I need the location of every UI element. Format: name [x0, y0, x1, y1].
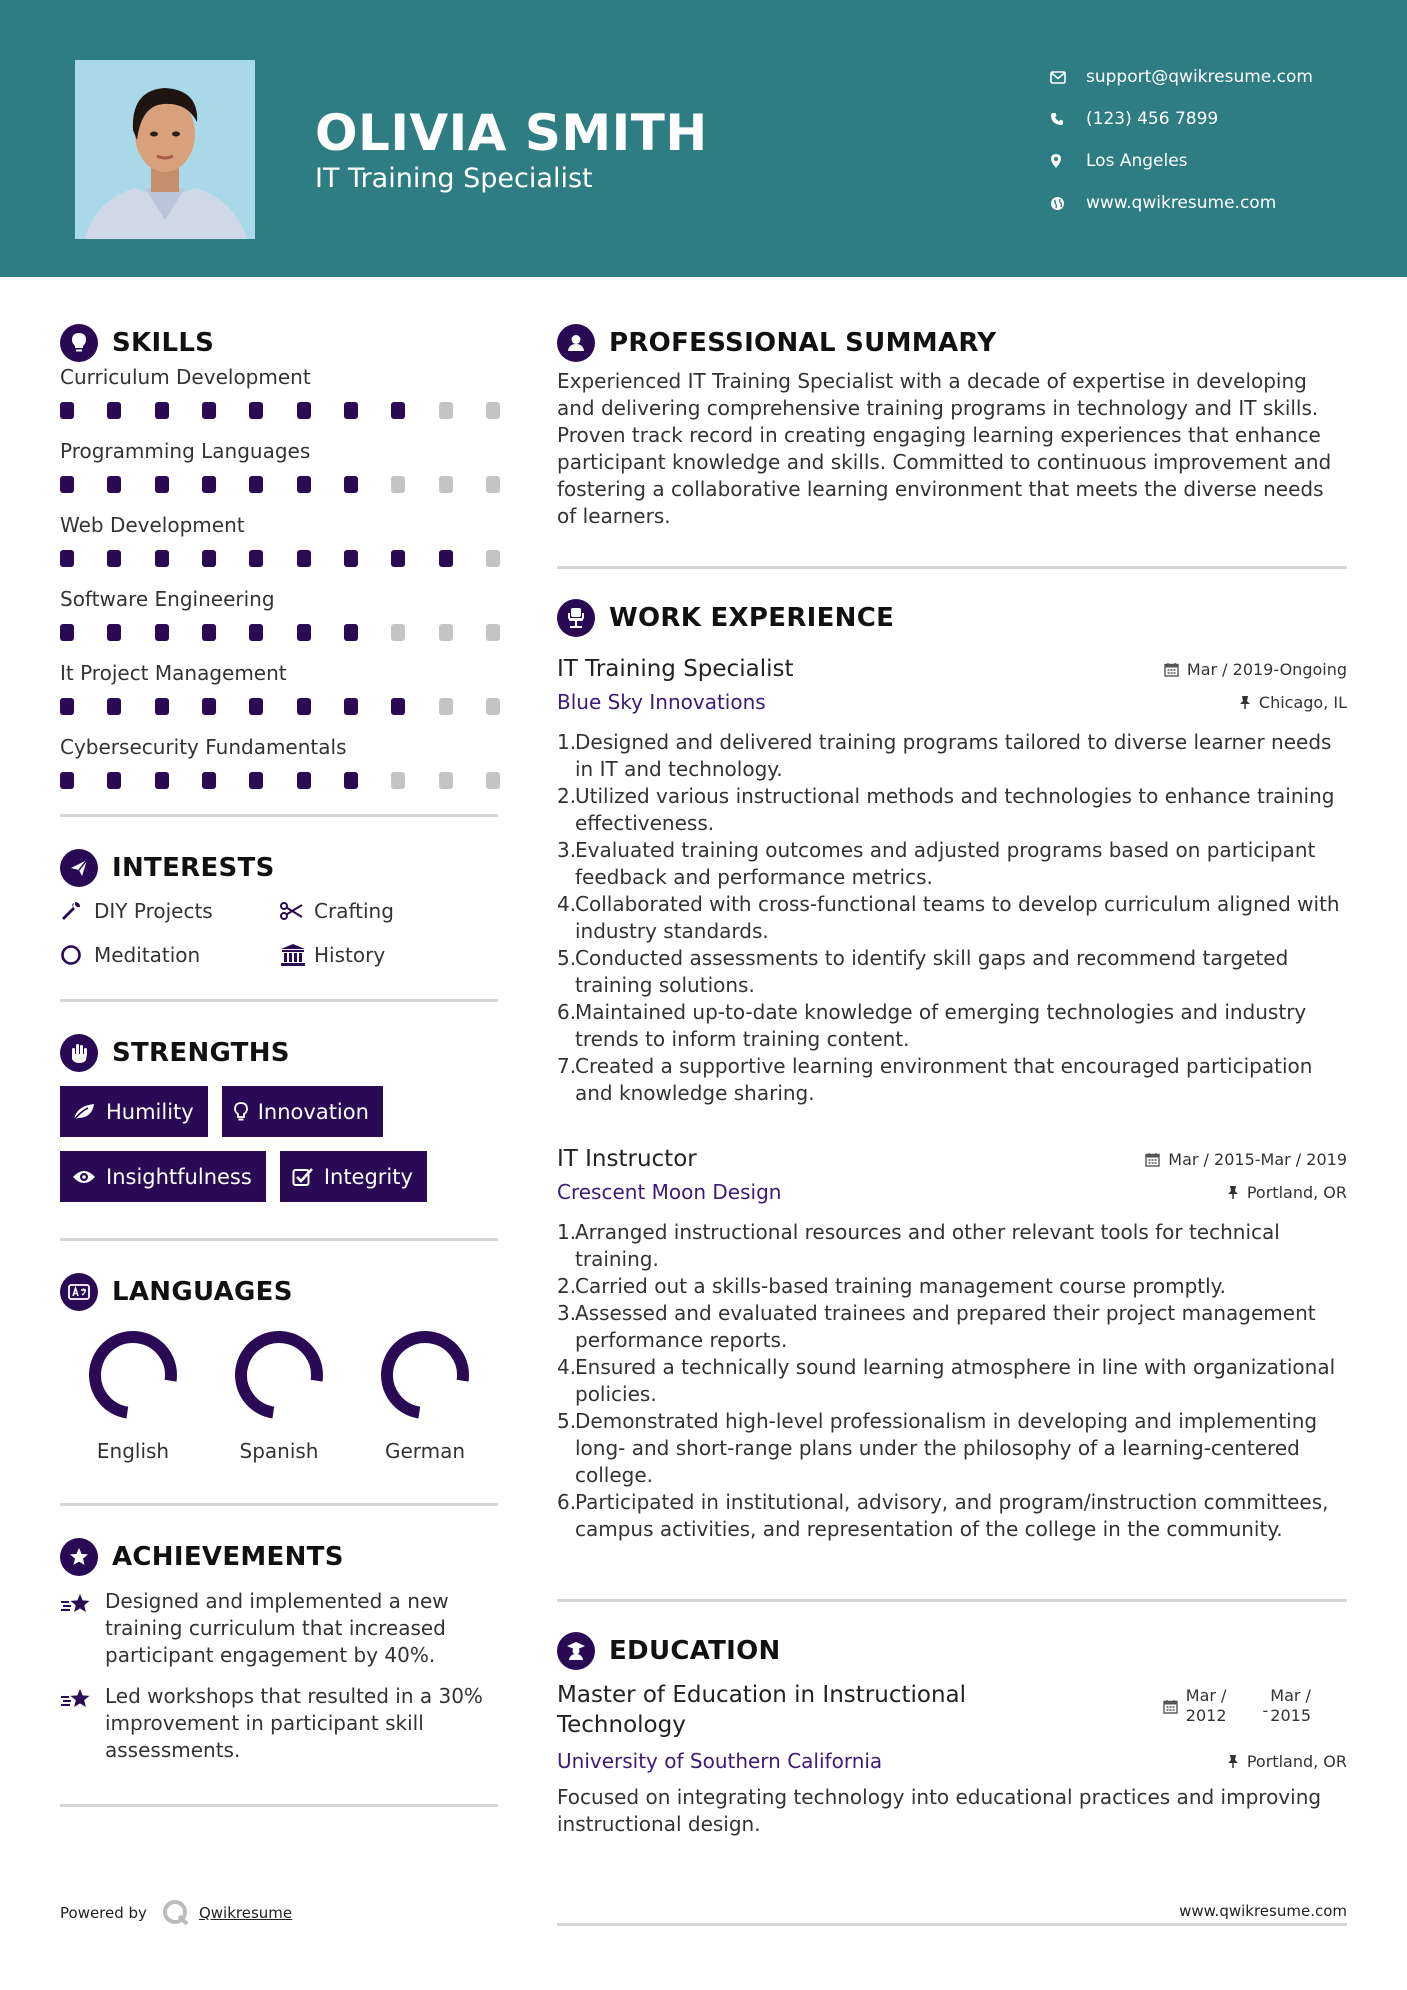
- skill-dot-filled: [60, 550, 74, 567]
- calendar-icon: [1163, 1699, 1178, 1714]
- strength-tag: [60, 1086, 208, 1137]
- candidate-name: OLIVIA SMITH: [315, 104, 708, 162]
- skill-level-dots: [60, 688, 500, 724]
- skill-dot-filled: [297, 698, 311, 715]
- pushpin-icon: [1227, 1754, 1239, 1769]
- education-location: [1227, 1752, 1347, 1771]
- languages-list: [60, 1329, 498, 1463]
- strengths-heading: [60, 1030, 498, 1076]
- lightbulb-icon: [60, 324, 98, 362]
- lightbulb-icon: [234, 1102, 248, 1122]
- job-location-text: Portland, OR: [1246, 1182, 1347, 1202]
- interest-label: DIY Projects: [94, 899, 213, 923]
- job-bullet: 1. Designed and delivered training programs tailored to diverse learner needs in IT and technology.: [557, 730, 1332, 781]
- skill-name: It Project Management: [60, 661, 287, 685]
- skill-dot-filled: [297, 624, 311, 641]
- leaf-icon: [72, 1102, 96, 1122]
- job-location-text: Chicago, IL: [1258, 692, 1347, 712]
- skill-dot-empty: [486, 402, 500, 419]
- skill-dot-filled: [297, 476, 311, 493]
- language-name: English: [96, 1439, 170, 1463]
- skill-dot-filled: [249, 698, 263, 715]
- skill-dot-empty: [391, 772, 405, 789]
- skill-dot-filled: [60, 624, 74, 641]
- job-bullets: [557, 1219, 1347, 1543]
- interest-label: History: [314, 943, 386, 967]
- education-start: Mar / 2012: [1185, 1686, 1227, 1725]
- email-text[interactable]: support@qwikresume.com: [1086, 67, 1313, 87]
- skill-dot-empty: [439, 772, 453, 789]
- section-divider: [60, 1503, 498, 1506]
- education-entry: [557, 1680, 1347, 1838]
- skill-dot-filled: [249, 624, 263, 641]
- skill-dot-filled: [202, 550, 216, 567]
- skill-dot-filled: [344, 550, 358, 567]
- skill-dot-filled: [155, 624, 169, 641]
- skill-dot-filled: [107, 624, 121, 641]
- skill-dot-filled: [107, 476, 121, 493]
- skill-item: [60, 584, 498, 650]
- interest-item: [60, 897, 280, 925]
- section-divider: [60, 999, 498, 1002]
- education-dates: [1163, 1686, 1311, 1726]
- job-role: IT Instructor: [557, 1146, 697, 1172]
- language-ring: [87, 1329, 179, 1421]
- achievement-text: Designed and implemented a new training curriculum that increased participant engagement by 40%.: [105, 1589, 449, 1667]
- footer-divider: [557, 1923, 1347, 1926]
- section-divider: [60, 814, 498, 817]
- website-text[interactable]: www.qwikresume.com: [1086, 193, 1277, 213]
- phone-icon: [1050, 112, 1086, 126]
- strength-label: Integrity: [323, 1164, 413, 1189]
- skill-dot-filled: [155, 550, 169, 567]
- experience-title: WORK EXPERIENCE: [609, 603, 895, 633]
- education-heading: [557, 1628, 1347, 1674]
- skills-heading: [60, 320, 498, 366]
- skill-dot-filled: [155, 772, 169, 789]
- interests-list: [60, 897, 498, 969]
- pushpin-icon: [1227, 1185, 1239, 1200]
- language-name: German: [384, 1439, 466, 1463]
- scissors-icon: [280, 901, 314, 921]
- job-bullet: 2. Utilized various instructional methods and technologies to enhance training effectiveness.: [557, 784, 1335, 835]
- summary-title: PROFESSIONAL SUMMARY: [609, 328, 997, 358]
- job-bullet: 3. Assessed and evaluated trainees and prepared their project management performance reports.: [557, 1301, 1316, 1352]
- skill-dot-filled: [202, 772, 216, 789]
- skill-dot-filled: [249, 772, 263, 789]
- skill-name: Software Engineering: [60, 587, 275, 611]
- strength-label: Humility: [106, 1099, 194, 1124]
- skill-dot-empty: [439, 476, 453, 493]
- circle-icon: [60, 944, 94, 966]
- language-icon: [60, 1273, 98, 1311]
- skill-dot-filled: [249, 550, 263, 567]
- skill-dot-filled: [155, 476, 169, 493]
- candidate-title: IT Training Specialist: [315, 163, 593, 194]
- map-pin-icon: [1050, 153, 1086, 169]
- skill-name: Curriculum Development: [60, 365, 311, 389]
- job-bullet: 2. Carried out a skills-based training management course promptly.: [557, 1274, 1227, 1298]
- contact-email[interactable]: [1050, 56, 1390, 98]
- language-item: [60, 1329, 206, 1463]
- job-location: [1227, 1183, 1347, 1202]
- job-dates: [1145, 1150, 1347, 1169]
- skill-dot-filled: [107, 772, 121, 789]
- star-badge-icon: [60, 1538, 98, 1576]
- language-progress-arc: [241, 1337, 317, 1413]
- strength-label: Insightfulness: [106, 1164, 252, 1189]
- skill-dot-empty: [439, 624, 453, 641]
- qwikresume-link[interactable]: Qwikresume: [198, 1904, 293, 1922]
- section-divider: [557, 566, 1347, 569]
- interest-item: [280, 897, 500, 925]
- left-column: [60, 320, 498, 1807]
- wrench-icon: [60, 900, 94, 922]
- summary-text: Experienced IT Training Specialist with a decade of expertise in developing and delivering comprehensive training programs in technology and IT skills. Proven track record in creating engaging learning experiences that enhance participant knowledge and skills. Committed to continuous improvement and fostering a collaborative learning environment that meets the diverse needs of learners.: [557, 369, 1332, 528]
- skill-dot-empty: [391, 624, 405, 641]
- achievements-title: ACHIEVEMENTS: [112, 1542, 344, 1572]
- footer-website[interactable]: www.qwikresume.com: [1179, 1902, 1347, 1920]
- skill-dot-filled: [297, 402, 311, 419]
- skill-dot-empty: [486, 772, 500, 789]
- skill-dot-filled: [344, 698, 358, 715]
- skill-dot-filled: [344, 624, 358, 641]
- calendar-icon: [1164, 662, 1179, 677]
- skill-dot-filled: [107, 698, 121, 715]
- office-chair-icon: [557, 599, 595, 637]
- skill-dot-filled: [297, 550, 311, 567]
- skill-dot-filled: [249, 402, 263, 419]
- language-progress-arc: [387, 1337, 463, 1413]
- interests-title: INTERESTS: [112, 853, 275, 883]
- skill-item: [60, 362, 498, 428]
- language-item: [352, 1329, 498, 1463]
- skill-dot-filled: [155, 698, 169, 715]
- skill-dot-filled: [344, 476, 358, 493]
- strength-tag: [280, 1151, 427, 1202]
- skill-dot-filled: [391, 402, 405, 419]
- job-dates: [1164, 660, 1347, 679]
- achievements-heading: [60, 1534, 498, 1580]
- skill-dot-filled: [202, 624, 216, 641]
- contact-phone: [1050, 98, 1390, 140]
- job-bullet: 6. Maintained up-to-date knowledge of emerging technologies and industry trends to inform training content.: [557, 1000, 1307, 1051]
- skill-dot-filled: [249, 476, 263, 493]
- skill-dot-filled: [344, 772, 358, 789]
- summary-heading: [557, 320, 1347, 366]
- qwikresume-logo-icon: [161, 1898, 191, 1928]
- graduate-icon: [557, 1632, 595, 1670]
- skill-dot-empty: [439, 402, 453, 419]
- experience-heading: [557, 595, 1347, 641]
- job-entry: [557, 1141, 1347, 1543]
- language-ring: [379, 1329, 471, 1421]
- interest-label: Meditation: [94, 943, 201, 967]
- skill-level-dots: [60, 540, 500, 576]
- location-text: Los Angeles: [1086, 151, 1188, 171]
- job-location: [1239, 693, 1347, 712]
- job-dates-text: Mar / 2019-Ongoing: [1186, 659, 1347, 679]
- job-bullet: 5. Demonstrated high-level professionalism in developing and implementing long- and short-range plans under the philosophy of a learning-centered college.: [557, 1409, 1318, 1487]
- pushpin-icon: [1239, 695, 1251, 710]
- language-item: [206, 1329, 352, 1463]
- globe-icon: [1050, 196, 1086, 211]
- skill-name: Programming Languages: [60, 439, 311, 463]
- strengths-title: STRENGTHS: [112, 1038, 290, 1068]
- education-description: Focused on integrating technology into educational practices and improving instructional design.: [557, 1785, 1322, 1836]
- education-degree: Master of Education in Instructional Technology: [557, 1682, 967, 1738]
- achievements-list: [60, 1588, 498, 1764]
- job-bullet: 4. Collaborated with cross-functional teams to develop curriculum aligned with industry standards.: [557, 892, 1340, 943]
- skill-dot-filled: [202, 476, 216, 493]
- skill-item: [60, 658, 498, 724]
- resume-header: [0, 0, 1407, 277]
- skills-title: SKILLS: [112, 328, 215, 358]
- achievement-text: Led workshops that resulted in a 30% improvement in participant skill assessments.: [105, 1684, 483, 1762]
- powered-by-text: Powered by: [60, 1904, 147, 1922]
- user-icon: [557, 324, 595, 362]
- skill-item: [60, 732, 498, 798]
- job-dates-text: Mar / 2015-Mar / 2019: [1168, 1149, 1347, 1169]
- phone-text: (123) 456 7899: [1086, 109, 1219, 129]
- paper-plane-icon: [60, 849, 98, 887]
- skill-level-dots: [60, 466, 500, 502]
- skill-name: Web Development: [60, 513, 245, 537]
- skill-dot-filled: [107, 550, 121, 567]
- skill-dot-empty: [486, 476, 500, 493]
- skill-dot-filled: [202, 402, 216, 419]
- strengths-list: [60, 1086, 498, 1202]
- education-end: Mar / 2015: [1270, 1686, 1311, 1725]
- profile-photo: [75, 60, 255, 239]
- strength-label: Innovation: [257, 1099, 369, 1124]
- check-square-icon: [292, 1167, 314, 1187]
- language-progress-arc: [95, 1337, 171, 1413]
- education-dash: -: [1262, 1701, 1269, 1720]
- skill-dot-empty: [486, 550, 500, 567]
- skill-dot-filled: [107, 402, 121, 419]
- skill-dot-empty: [391, 476, 405, 493]
- interest-item: [60, 941, 280, 969]
- museum-icon: [280, 943, 314, 967]
- contact-list: [1050, 56, 1390, 224]
- calendar-icon: [1145, 1152, 1160, 1167]
- skill-dot-empty: [439, 698, 453, 715]
- skill-dot-filled: [60, 698, 74, 715]
- footer-powered-by: [60, 1898, 292, 1928]
- job-company: Blue Sky Innovations: [557, 690, 766, 714]
- job-bullet: 3. Evaluated training outcomes and adjusted programs based on participant feedback and performance metrics.: [557, 838, 1316, 889]
- shooting-star-icon: [60, 1588, 105, 1669]
- strength-tag: [222, 1086, 383, 1137]
- skill-level-dots: [60, 392, 500, 428]
- skill-dot-filled: [344, 402, 358, 419]
- education-location-text: Portland, OR: [1246, 1751, 1347, 1771]
- interest-item: [280, 941, 500, 969]
- job-bullet: 4. Ensured a technically sound learning atmosphere in line with organizational policies.: [557, 1355, 1336, 1406]
- achievement-item: [60, 1683, 498, 1764]
- hand-icon: [60, 1034, 98, 1072]
- skill-dot-empty: [486, 698, 500, 715]
- interests-heading: [60, 845, 498, 891]
- contact-location: [1050, 140, 1390, 182]
- skill-dot-filled: [391, 550, 405, 567]
- skill-dot-filled: [202, 698, 216, 715]
- interest-label: Crafting: [314, 899, 394, 923]
- skill-dot-filled: [439, 550, 453, 567]
- skill-dot-filled: [60, 772, 74, 789]
- achievement-item: [60, 1588, 498, 1669]
- languages-title: LANGUAGES: [112, 1277, 293, 1307]
- strength-tag: [60, 1151, 266, 1202]
- skills-list: [60, 362, 498, 798]
- section-divider: [60, 1238, 498, 1241]
- job-role: IT Training Specialist: [557, 656, 794, 682]
- section-divider: [557, 1599, 1347, 1602]
- education-school: University of Southern California: [557, 1749, 883, 1773]
- section-divider: [60, 1804, 498, 1807]
- right-column: [557, 320, 1347, 1838]
- language-ring: [233, 1329, 325, 1421]
- contact-website[interactable]: [1050, 182, 1390, 224]
- job-bullet: 7. Created a supportive learning environment that encouraged participation and knowledge sharing.: [557, 1054, 1313, 1105]
- job-bullets: [557, 729, 1347, 1107]
- skill-dot-filled: [60, 476, 74, 493]
- language-name: Spanish: [239, 1439, 319, 1463]
- envelope-icon: [1050, 71, 1086, 84]
- skill-level-dots: [60, 614, 500, 650]
- skill-dot-filled: [297, 772, 311, 789]
- eye-icon: [72, 1169, 96, 1185]
- portrait-image: [75, 60, 255, 239]
- job-bullet: 6. Participated in institutional, advisory, and program/instruction committees, campus activities, and representation of the college in the community.: [557, 1490, 1329, 1541]
- skill-dot-empty: [486, 624, 500, 641]
- skill-dot-filled: [155, 402, 169, 419]
- job-bullet: 1. Arranged instructional resources and other relevant tools for technical training.: [557, 1220, 1280, 1271]
- skill-dot-filled: [391, 698, 405, 715]
- skill-item: [60, 436, 498, 502]
- skill-dot-filled: [60, 402, 74, 419]
- languages-heading: [60, 1269, 498, 1315]
- job-bullet: 5. Conducted assessments to identify skill gaps and recommend targeted training solutions.: [557, 946, 1289, 997]
- shooting-star-icon: [60, 1683, 105, 1764]
- skill-name: Cybersecurity Fundamentals: [60, 735, 347, 759]
- education-title: EDUCATION: [609, 1636, 781, 1666]
- job-company: Crescent Moon Design: [557, 1180, 782, 1204]
- skill-item: [60, 510, 498, 576]
- job-entry: [557, 651, 1347, 1107]
- skill-level-dots: [60, 762, 500, 798]
